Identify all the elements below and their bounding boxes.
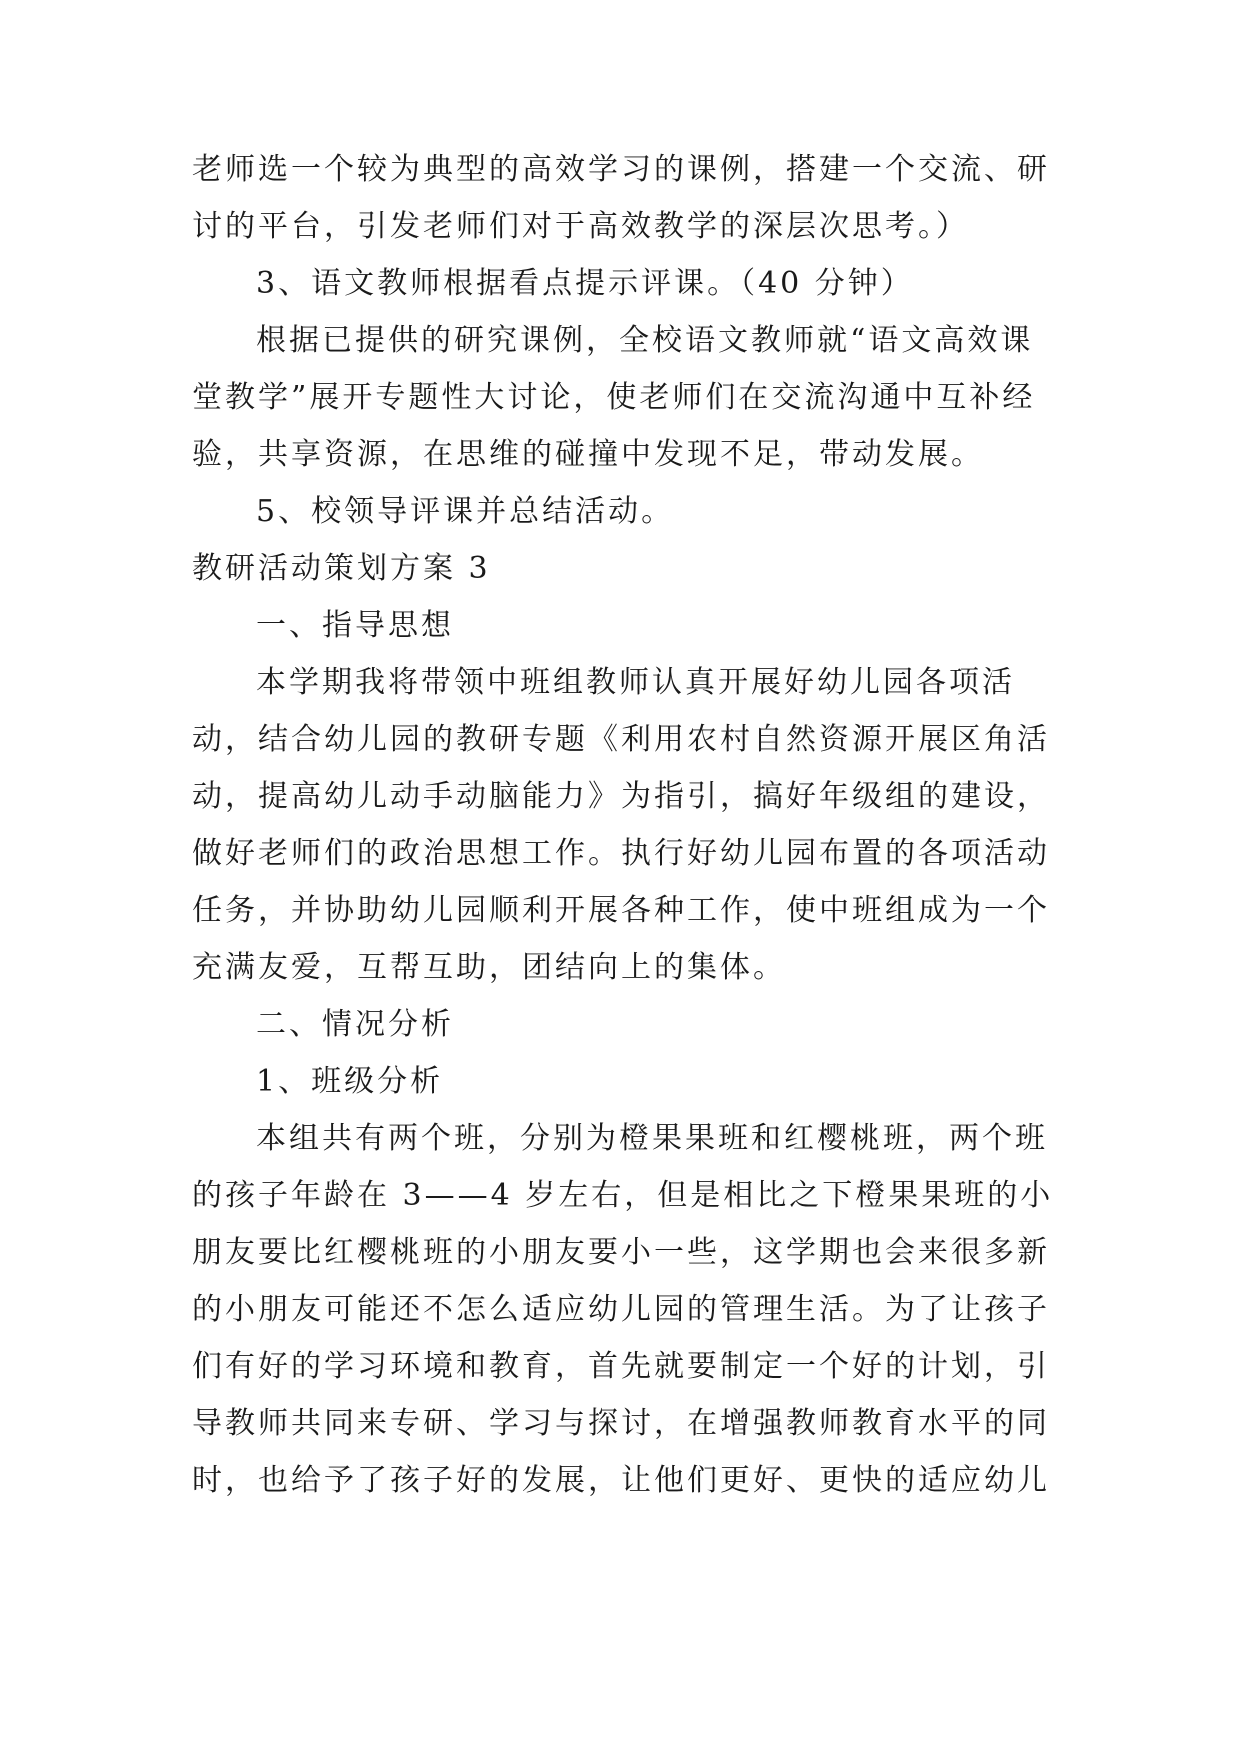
paragraph-line: 动，提高幼儿动手动脑能力》为指引，搞好年级组的建设，: [192, 779, 1050, 814]
paragraph-line: 根据已提供的研究课例，全校语文教师就“语文高效课: [256, 323, 1034, 358]
paragraph-line: 的孩子年龄在 3——4 岁左右，但是相比之下橙果果班的小: [192, 1178, 1054, 1213]
paragraph-line: 堂教学”展开专题性大讨论，使老师们在交流沟通中互补经: [192, 380, 1036, 415]
list-item-step-5: 5、校领导评课并总结活动。: [256, 494, 675, 529]
paragraph-line: 验，共享资源，在思维的碰撞中发现不足，带动发展。: [192, 437, 984, 472]
paragraph-line: 导教师共同来专研、学习与探讨，在增强教师教育水平的同: [192, 1406, 1050, 1441]
paragraph-line: 们有好的学习环境和教育，首先就要制定一个好的计划，引: [192, 1349, 1050, 1384]
section-heading-situation-analysis: 二、情况分析: [256, 1007, 454, 1042]
paragraph-line: 朋友要比红樱桃班的小朋友要小一些，这学期也会来很多新: [192, 1235, 1050, 1270]
paragraph-line: 的小朋友可能还不怎么适应幼儿园的管理生活。为了让孩子: [192, 1292, 1050, 1327]
section-title: 教研活动策划方案 3: [192, 551, 491, 586]
list-item-step-3: 3、语文教师根据看点提示评课。（40 分钟）: [256, 266, 914, 301]
paragraph-line: 做好老师们的政治思想工作。执行好幼儿园布置的各项活动: [192, 836, 1050, 871]
paragraph-line: 充满友爱，互帮互助，团结向上的集体。: [192, 950, 786, 985]
paragraph-line: 任务，并协助幼儿园顺利开展各种工作，使中班组成为一个: [192, 893, 1050, 928]
paragraph-line: 本学期我将带领中班组教师认真开展好幼儿园各项活: [256, 665, 1015, 700]
paragraph-line: 动，结合幼儿园的教研专题《利用农村自然资源开展区角活: [192, 722, 1050, 757]
paragraph-line: 老师选一个较为典型的高效学习的课例，搭建一个交流、研: [192, 152, 1050, 187]
paragraph-line: 时，也给予了孩子好的发展，让他们更好、更快的适应幼儿: [192, 1463, 1050, 1498]
paragraph-line: 讨的平台，引发老师们对于高效教学的深层次思考。）: [192, 209, 969, 244]
paragraph-line: 本组共有两个班，分别为橙果果班和红樱桃班，两个班: [256, 1121, 1048, 1156]
subsection-heading-class-analysis: 1、班级分析: [256, 1064, 444, 1099]
section-heading-guiding-thought: 一、指导思想: [256, 608, 454, 643]
